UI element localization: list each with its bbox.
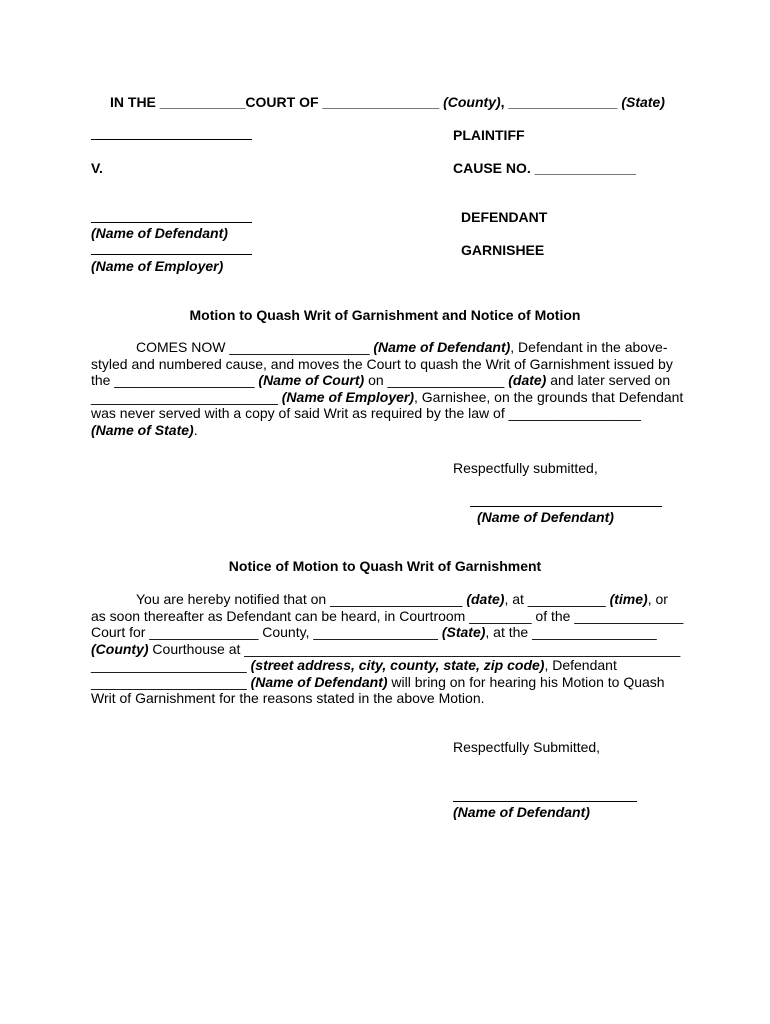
motion-line-6: (Name of State). (91, 421, 198, 438)
notice-line-4: (County) Courthouse at ________________________________________________________ (91, 640, 681, 657)
motion-title: Motion to Quash Writ of Garnishment and Notice of Motion (189, 307, 581, 323)
notice-line-5: ____________________ (street address, city, county, state, zip code), Defendant (91, 657, 617, 673)
notice-line-3: Court for ______________ County, ________________ (State), at the ________________ (91, 624, 657, 640)
motion-line-3: the __________________ (Name of Court) on _______________ (date) and later served on (91, 372, 671, 388)
notice-title: Notice of Motion to Quash Writ of Garnishment (228, 558, 542, 574)
notice-line-2: as soon thereafter as Defendant can be heard, in Courtroom ________ of the ______________ (91, 607, 684, 624)
court-caption-line (110, 94, 665, 111)
cause-number: CAUSE NO. _____________ (453, 160, 636, 176)
motion-respectfully-submitted: Respectfully submitted, (453, 460, 598, 476)
notice-respectfully-submitted: Respectfully Submitted, (453, 739, 601, 755)
motion-signature-name: (Name of Defendant) (477, 509, 614, 525)
defendant-label: DEFENDANT (461, 209, 548, 225)
notice-line-6: ____________________ (Name of Defendant) will bring on for hearing his Motion to Quash (91, 673, 665, 690)
caption-comma: , ______________ (500, 94, 622, 110)
garnishee-label: GARNISHEE (461, 242, 545, 258)
notice-signature-name: (Name of Defendant) (453, 804, 590, 820)
motion-line-2: styled and numbered cause, and moves the Court to quash the Writ of Garnishment issued by (91, 355, 673, 372)
notice-line-7: Writ of Garnishment for the reasons stated in the above Motion. (91, 690, 485, 706)
caption-county: (County) (443, 94, 501, 110)
defendant-name-line (91, 222, 252, 223)
plaintiff-label: PLAINTIFF (453, 127, 525, 143)
motion-signature-line (470, 506, 662, 507)
employer-name-line (91, 254, 252, 255)
notice-signature-line (453, 801, 637, 802)
plaintiff-name-line (91, 139, 252, 140)
motion-line-1: COMES NOW __________________ (Name of Defendant), Defendant in the above- (136, 339, 668, 355)
motion-line-4: ________________________ (Name of Employer), Garnishee, on the grounds that Defendant (91, 388, 684, 405)
caption-in-the: IN THE ___________COURT OF _______________ (110, 94, 444, 110)
notice-line-1: You are hereby notified that on _________________ (date), at __________ (time), or (136, 591, 668, 607)
name-of-defendant-caption: (Name of Defendant) (91, 225, 228, 241)
versus-label: V. (91, 160, 103, 176)
motion-paragraph (91, 339, 691, 438)
name-of-employer-caption: (Name of Employer) (91, 258, 224, 274)
notice-paragraph (91, 591, 691, 707)
motion-line-5: was never served with a copy of said Writ as required by the law of _________________ (91, 405, 641, 421)
caption-state: (State) (621, 94, 665, 110)
